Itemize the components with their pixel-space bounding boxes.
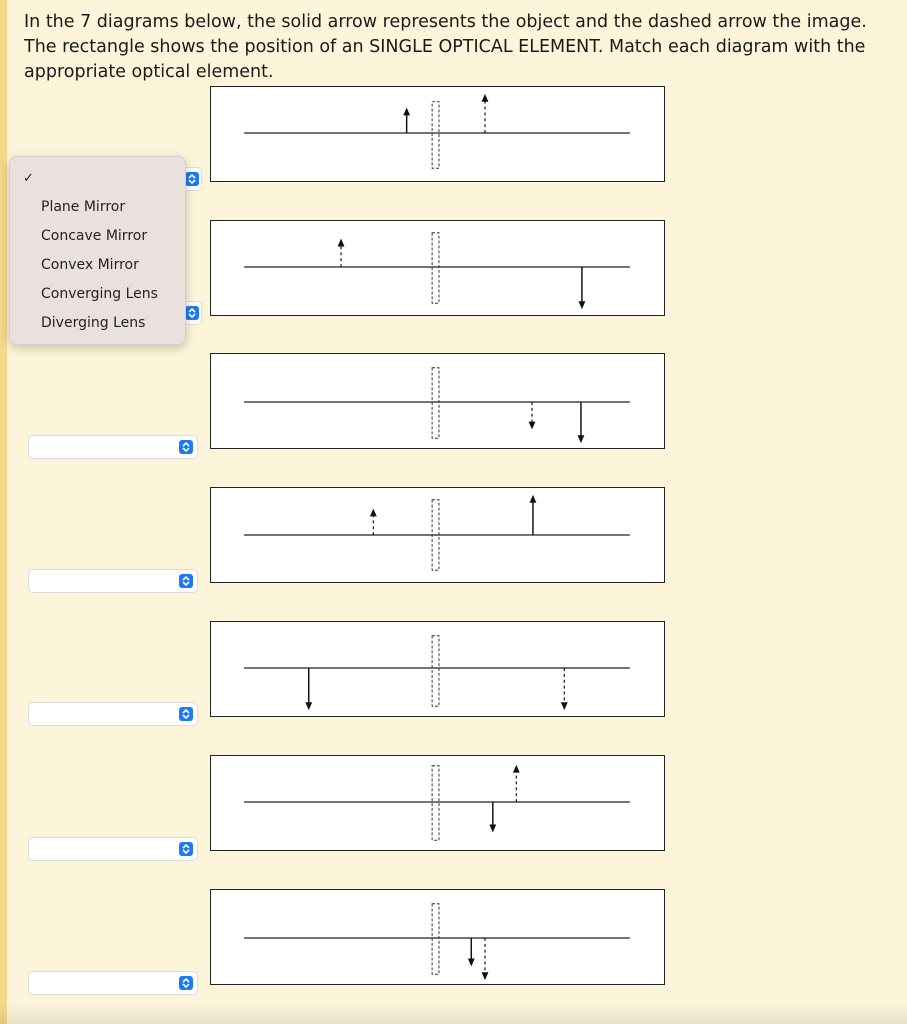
diagram-2 [210, 220, 665, 316]
option-concave-mirror[interactable]: Concave Mirror [41, 228, 148, 244]
select-5[interactable] [28, 702, 198, 726]
option-convex-mirror[interactable]: Convex Mirror [41, 257, 139, 273]
chevron-up-down-icon [185, 306, 199, 320]
select-4[interactable] [28, 569, 198, 593]
diagram-6 [210, 755, 665, 851]
checkmark-icon: ✓ [23, 171, 34, 186]
select-3[interactable] [28, 435, 198, 459]
select-7[interactable] [28, 971, 198, 995]
question-text: In the 7 diagrams below, the solid arrow represents the object and the dashed arrow the image. The rectangle shows the position of an SINGLE OPTICAL ELEMENT. Match each diagram with the appropriate optical element. [24, 12, 867, 82]
chevron-up-down-icon [179, 707, 193, 721]
chevron-up-down-icon [179, 842, 193, 856]
diagram-5 [210, 621, 665, 717]
option-converging-lens[interactable]: Converging Lens [41, 286, 158, 302]
option-diverging-lens[interactable]: Diverging Lens [41, 315, 146, 331]
chevron-up-down-icon [179, 976, 193, 990]
chevron-up-down-icon [179, 440, 193, 454]
diagram-1 [210, 86, 665, 182]
bottom-shadow [0, 1002, 907, 1024]
left-border-stripe [0, 0, 7, 1024]
option-plane-mirror[interactable]: Plane Mirror [41, 199, 126, 215]
chevron-up-down-icon [179, 574, 193, 588]
chevron-up-down-icon [185, 172, 199, 186]
diagram-4 [210, 487, 665, 583]
diagram-3 [210, 353, 665, 449]
select-6[interactable] [28, 837, 198, 861]
dropdown-menu [9, 156, 186, 345]
diagram-7 [210, 889, 665, 985]
